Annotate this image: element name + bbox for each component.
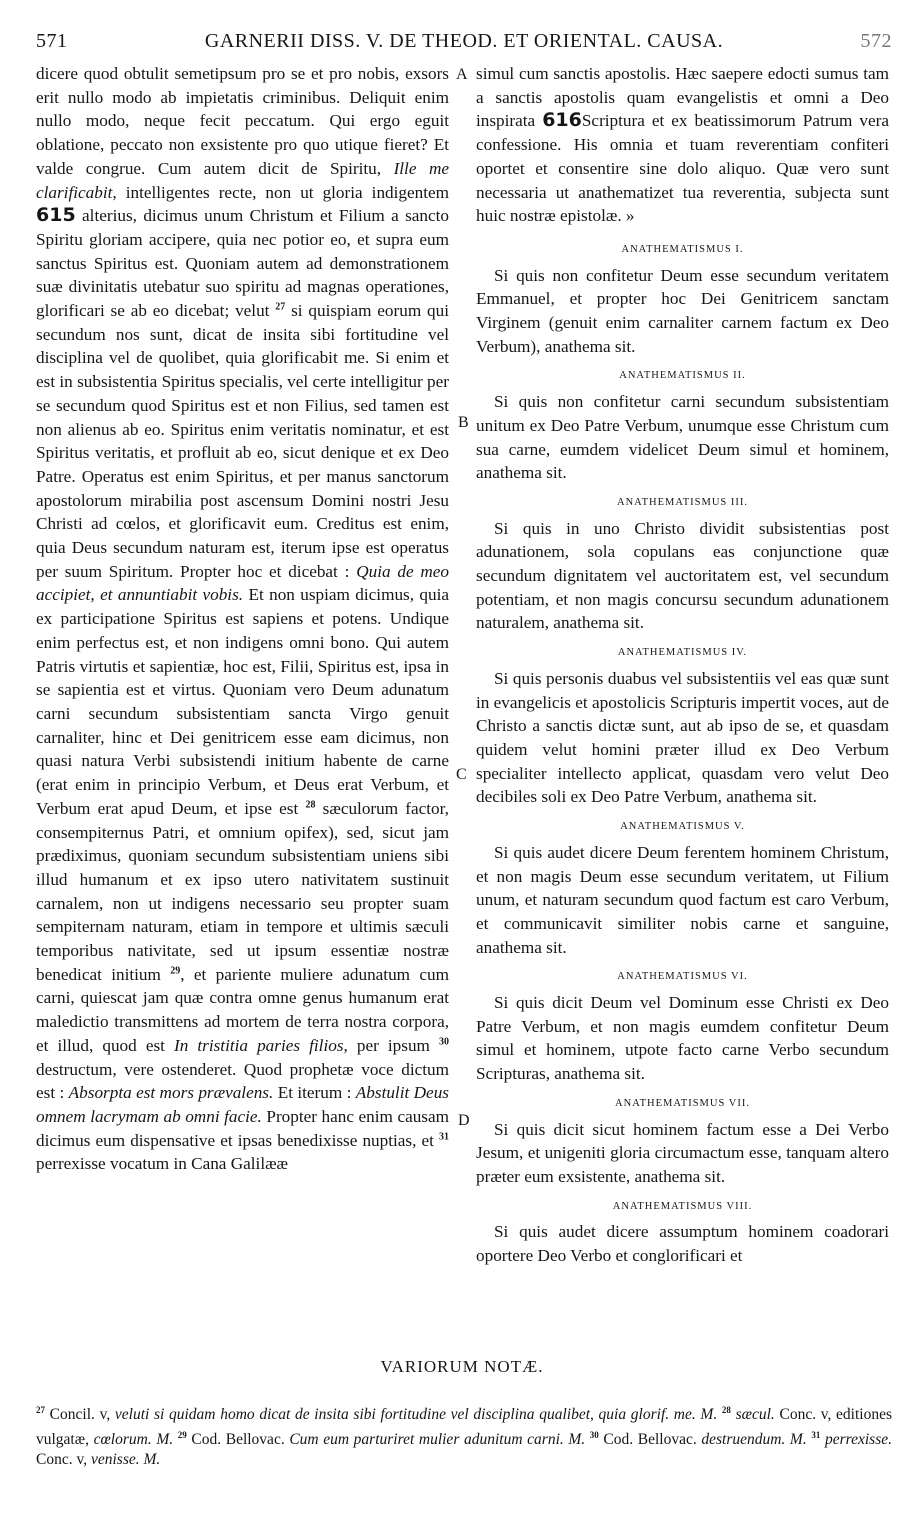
margin-letter-d: D [458, 1112, 470, 1129]
anathematism-heading: ANATHEMATISMUS V. [620, 821, 745, 833]
text-run: Cod. Bellovac. [186, 1431, 290, 1449]
anathematism-text: Si quis non confitetur Deum esse secundum veritatem Emmanuel, et propter hoc Dei Genitricem sanctam Virginem (genuit enim carnaliter carnem factum ex Deo Verbum), anathema sit. [476, 265, 889, 356]
text-run: Concil. v, [45, 1406, 115, 1424]
note-reference: 27 [275, 301, 286, 313]
anathematism-heading: ANATHEMATISMUS VII. [615, 1097, 750, 1109]
column-page-marker: 615 [36, 204, 76, 227]
italic-quote: cœlorum. M. [93, 1431, 174, 1449]
text-run: Propter hanc enim causam dicimus eum dispensative et ipsas benedixisse nuptias, et [36, 1106, 449, 1150]
anathematism-text: Si quis dicit Deum vel Dominum esse Christi ex Deo Patre Verbum, et non magis eumdem confitetur Deum simul et hominem, utpote facto carne Verbo secundum Scripturas, anathema sit. [476, 993, 889, 1084]
note-reference: 31 [439, 1130, 449, 1142]
anathematism-text: Si quis audet dicere assumptum hominem coadorari oportere Deo Verbo et conglorificari et [476, 1222, 889, 1266]
text-run: perrexisse vocatum in Cana Galilææ [36, 1154, 289, 1174]
note-reference: 27 [36, 1405, 45, 1415]
text-run: Scriptura et ex beatissimorum Patrum vera confessione. His omnia et tuam reverentiam confiteri oportet et consentire sine dolo aliquo. Quæ vero sunt necessaria ut anathematizet tua reverentia, subjecta sunt huic nostræ epistolæ. » [476, 111, 889, 226]
anathematism-text: Si quis audet dicere Deum ferentem hominem Christum, et non magis Deum esse secundum veritatem, ut Filium unum, et naturam secundum quod factum est caro Verbum, et communicavit similiter nobis carne et sanguine, anathema sit. [476, 842, 889, 957]
running-title: GARNERII DISS. V. DE THEOD. ET ORIENTAL. CAUSA. [204, 30, 724, 52]
italic-quote: perrexisse. [824, 1431, 892, 1449]
note-reference: 28 [305, 799, 316, 811]
anathematisms-list [476, 238, 889, 1268]
text-run: Conc. v, [36, 1451, 91, 1469]
anathematism-heading: ANATHEMATISMUS III. [617, 496, 748, 508]
note-reference: 30 [439, 1036, 450, 1048]
text-run: , intelligentes recte, non ut gloria indigentem [112, 182, 449, 202]
text-run: Et iterum : [273, 1083, 356, 1103]
italic-quote: Cum eum parturiret mulier adunitum carni. M. [289, 1431, 586, 1449]
note-reference: 31 [811, 1430, 821, 1441]
page-number-right: 572 [860, 30, 892, 52]
anathematism-heading: ANATHEMATISMUS I. [621, 243, 744, 255]
anathematism-heading: ANATHEMATISMUS VI. [617, 971, 748, 983]
variorum-notes [36, 1400, 892, 1470]
anathematism-heading: ANATHEMATISMUS VIII. [612, 1200, 753, 1212]
italic-quote: Quia de meo accipiet, et annuntiabit vobis. [36, 561, 449, 605]
text-run: Conc. v, editiones vulgatæ, [36, 1406, 893, 1449]
text-run: sæculorum factor, consempiternus Patri, et omnium opifex), sed, sicut jam prædiximus, quoniam secundum subsistentiam uniens sibi illud humanum et ex ipso utero nativitatem sustinuit carnalem, non ut indigens necessario seu propter suam sempiternam naturam, etiam in tempore et ultimis sæculi temporibus nativitate, sed ut ipsum essentiæ nostræ benedicat initium [36, 798, 449, 984]
margin-letter-c: C [456, 766, 467, 783]
text-run: destructum, vere ostenderet. Quod prophetæ voce dictum est : [36, 1059, 449, 1103]
right-column [476, 62, 889, 1274]
text-run: Cod. Bellovac. [598, 1431, 702, 1449]
note-reference: 29 [170, 964, 181, 976]
italic-quote: destruendum. M. [701, 1431, 807, 1449]
notes-title: VARIORUM NOTÆ. [380, 1357, 544, 1376]
anathematism-heading: ANATHEMATISMUS II. [619, 370, 746, 382]
italic-quote: Ille me clarificabit [36, 158, 449, 202]
running-head [36, 30, 892, 60]
italic-quote: sæcul. [735, 1406, 775, 1424]
italic-quote: veluti si quidam homo dicat de insita sibi fortitudine vel disciplina qualibet, quia glorif. me. M. [114, 1406, 718, 1424]
anathematism-text: Si quis non confitetur carni secundum subsistentiam unitum ex Deo Patre Verbum, unumque esse Christum cum sua carne, eumdem videlicet Deum simul et hominem, anathema sit. [476, 392, 889, 483]
left-column [36, 62, 449, 1176]
right-column-intro [476, 62, 889, 228]
anathematism-text: Si quis in uno Christo dividit subsistentias post adunationem, sola copulans eas conjunctione quæ secundum dignitatem vel auctoritatem est, vel secundum potentiam, et non magis concursu secundum adunationem naturalem, anathema sit. [476, 518, 889, 633]
text-run: , et pariente muliere adunatum cum carni, quiescat jam quæ contra omne genus humanum erat maledictio transmittens ad mortem de terra nostra corpora, et illud, quod est [36, 964, 449, 1055]
note-reference: 29 [177, 1430, 187, 1441]
anathematism-text: Si quis personis duabus vel subsistentiis vel eas quæ sunt in evangelicis et apostolicis Scripturis impertit voces, aut de Christo a sanctis dictæ sunt, aut ab ipso de se, et quasdam quidem velut homini præter illud ex Deo Verbum specialiter intellecto applicat, quasdam vero velut Deo decibiles soli ex Deo Patre Verbum, anathema sit. [476, 668, 889, 807]
margin-letter-b: B [458, 414, 469, 431]
page-number-left: 571 [36, 30, 68, 52]
text-run: Et non uspiam dicimus, quia ex participatione Spiritus est sapiens et potens. Undique enim perfectus est, et non indigens omni bono. Qui autem Patris virtutis et sapientiæ, hoc est, Filii, Spiritus est, ipsa in se sapientia est et virtus. Quoniam vero Deum adunatum carni secundum subsistentiam sancta Virgo genuit carnaliter, hinc et Dei genitricem esse eam dicimus, non quasi natura Verbi subsistendi initium habente de carne (erat enim in principio Verbum, et Deus erat Verbum, et Verbum erat apud Deum, et ipse est [36, 585, 449, 818]
note-reference: 30 [589, 1430, 599, 1441]
italic-quote: In tristitia paries filios [173, 1035, 344, 1055]
anathematism-heading: ANATHEMATISMUS IV. [617, 647, 748, 659]
text-run: si quispiam eorum qui secundum nos sunt, dicat de insita sibi fortitudine vel disciplina vel de quolibet, quia glorificabit me. Si enim et est in subsistentia Spiritus specialis, vel certe intelligitur per se secundum quod Spiritus est et non Filius, sed tamen est non alienus ab eo. Spiritus enim veritatis nominatur, et est Spiritus veritatis, et profluit ab eo, sicut denique et ex Deo Patre. Operatus est enim Spiritus, et per manus sanctorum apostolorum mirabilia post ascensum Domini nostri Jesu Christi ad cœlos, et glorificavit eum. Creditus est enim, quia Deus secundum naturam est, iterum ipse est operatus per suum Spiritum. Propter hoc et dicebat : [36, 301, 449, 581]
left-column-text [36, 62, 449, 1176]
italic-quote: venisse. M. [90, 1451, 161, 1469]
anathematism-text: Si quis dicit sicut hominem factum esse a Dei Verbo Jesum, et unigeniti gloria circumactum esse, tanquam altero præter eum exsistente, anathema sit. [476, 1119, 889, 1186]
text-run: alterius, dicimus unum Christum et Filium a sancto Spiritu gloriam accipere, quia nec potior eo, et supra eum sanctus Spiritus est. Quoniam autem ad demonstrationem suæ divinitatis utebatur suo spiritu ad magnas operationes, glorificari se ab eo dicebat; velut [36, 206, 449, 321]
note-reference: 28 [721, 1405, 731, 1415]
text-run: , per ipsum [343, 1035, 440, 1055]
italic-quote: Absorpta est mors prævalens. [68, 1083, 274, 1103]
italic-quote: Abstulit Deus omnem lacrymam ab omni facie. [36, 1083, 449, 1126]
text-run: dicere quod obtulit semetipsum pro se et pro nobis, exsors erit nullo modo ab impietatis criminibus. Deliquit enim nullo modo, neque fecit peccatum. Qui ergo eguit oblatione, peccato non exsistente pro quo utique fieret? Et valde congrue. Cum autem dicit de Spiritu, [36, 64, 449, 178]
text-run: simul cum sanctis apostolis. Hæc saepere edocti sumus tam a sanctis apostolis quam evangelistis et omni a Deo inspirata [476, 64, 889, 131]
column-page-marker: 616 [542, 109, 582, 132]
margin-letter-a: A [456, 66, 468, 83]
